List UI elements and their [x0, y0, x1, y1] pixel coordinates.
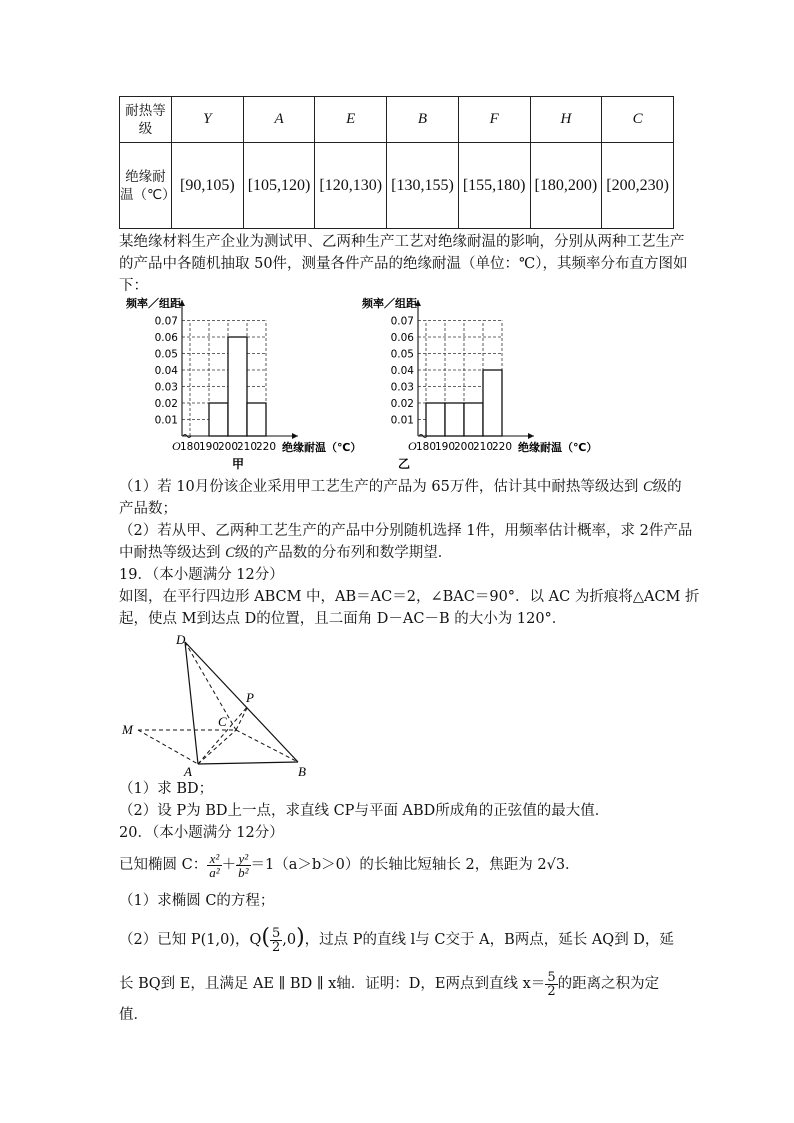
range-cell: [155,180) [458, 143, 530, 229]
y-tick-label: 0.04 [390, 365, 414, 377]
q20-part2-line2: 长 BQ到 E，且满足 AE ∥ BD ∥ x轴．证明：D，E两点到直线 x＝ $\frac{5}{2}$ 的距离之积为定 [119, 969, 660, 999]
table-row [120, 143, 674, 229]
q18-part2-line1: （2）若从甲、乙两种工艺生产的产品中分别随机选择 1件，用频率估计概率，求 2件产品 [119, 523, 693, 539]
histogram-yi-svg [356, 296, 626, 474]
histogram-bar [483, 370, 502, 436]
q18-part2-line2: 中耐热等级达到 C级的产品数的分布列和数学期望． [119, 545, 453, 561]
grade-cell: B [387, 97, 459, 143]
y-tick-label: 0.07 [154, 315, 178, 328]
x-tick-label: 190 [434, 441, 456, 453]
histogram-bar [426, 403, 445, 436]
range-cell: [120,130) [315, 143, 387, 229]
edge-ac [198, 730, 236, 764]
x-tick-label: 200 [453, 441, 475, 453]
x-tick-label: 180 [179, 441, 201, 453]
q20-part2-line3: 值． [119, 1007, 148, 1023]
edge-ma [138, 730, 198, 764]
y-tick-label: 0.06 [154, 332, 178, 344]
q20-title: 20．（本小题满分 12分） [119, 825, 284, 841]
grade-cell: C [602, 97, 674, 143]
intro-line: 下： [119, 278, 148, 294]
y-tick-label: 0.04 [154, 365, 178, 377]
q19-line: 起，使点 M到达点 D的位置，且二面角 D－AC－B 的大小为 120°． [119, 611, 567, 627]
y-tick-label: 0.06 [390, 332, 414, 344]
x-axis-label: 绝缘耐温（℃） [518, 441, 598, 454]
y-tick-label: 0.03 [154, 381, 178, 394]
fraction-5-2-b: $\frac{5}{2}$ [547, 969, 556, 999]
x-axis-arrow [528, 433, 534, 439]
x-tick-label: 210 [472, 441, 494, 453]
fraction-x2-a2: $\frac{\text{x²}}{\text{a²}}$ [209, 850, 220, 880]
x-tick-label: 210 [236, 441, 258, 453]
q19-title: 19．（本小题满分 12分） [119, 567, 284, 583]
x-tick-label: 220 [491, 441, 513, 453]
fraction-5-2: $\frac{5}{2}$ [271, 925, 281, 955]
range-cell: [130,155) [387, 143, 459, 229]
histogram-jia-svg [120, 296, 390, 474]
histogram-bar [228, 337, 247, 436]
table-row [120, 97, 674, 143]
y-tick-label: 0.07 [390, 315, 414, 328]
histogram-bar [247, 403, 266, 436]
fraction-y2-b2: $\frac{\text{y²}}{\text{b²}}$ [238, 850, 249, 880]
label-p: P [246, 690, 254, 705]
edge-db [185, 642, 298, 762]
histogram-yi [356, 296, 626, 474]
x-axis-arrow [292, 433, 298, 439]
label-m: M [122, 722, 133, 737]
label-a: A [184, 764, 192, 778]
histogram-bar [464, 403, 483, 436]
range-cell: [200,230) [602, 143, 674, 229]
histogram-bar [209, 403, 228, 436]
range-cell: [180,200) [530, 143, 602, 229]
q20-part1: （1）求椭圆 C的方程； [119, 893, 275, 909]
grade-cell: H [530, 97, 602, 143]
y-axis-label: 频率／组距 [362, 297, 417, 310]
q18-part1-line2: 产品数； [119, 501, 177, 517]
histogram-bar [445, 403, 464, 436]
q20-part2-line1: （2）已知 P(1,0)，Q( $\frac{5}{2}$ ,0)，过点 P的直线 l与 C交于 A，B两点，延长 AQ到 D，延 [119, 925, 674, 955]
x-tick-label: 190 [198, 441, 220, 453]
histogram-jia [120, 296, 390, 474]
grade-cell: E [315, 97, 387, 143]
range-cell: [105,120) [243, 143, 315, 229]
edge-cb [236, 730, 298, 762]
origin-label: O [172, 439, 181, 453]
y-tick-label: 0.05 [154, 348, 178, 361]
x-tick-label: 220 [255, 441, 277, 453]
label-b: B [298, 764, 306, 778]
intro-line: 某绝缘材料生产企业为测试甲、乙两种生产工艺对绝缘耐温的影响，分别从两种工艺生产 [119, 234, 685, 250]
q18-part1-line1: （1）若 10月份该企业采用甲工艺生产的产品为 65万件，估计其中耐热等级达到 C级的 [119, 479, 682, 495]
grade-cell: A [243, 97, 315, 143]
intro-line: 的产品中各随机抽取 50件，测量各件产品的绝缘耐温（单位：℃），其频率分布直方图如 [119, 256, 688, 272]
label-d: D [176, 632, 186, 647]
tetrahedron-figure [120, 630, 320, 778]
y-tick-label: 0.05 [390, 348, 414, 361]
q19-line: 如图，在平行四边形 ABCM 中，AB＝AC＝2，∠BAC＝90°．以 AC 为折痕将△ACM 折 [119, 589, 700, 605]
y-tick-label: 0.02 [154, 398, 178, 410]
y-tick-label: 0.03 [390, 381, 414, 394]
heat-grade-table [119, 96, 674, 229]
grade-cell: Y [172, 97, 244, 143]
origin-label: O [408, 439, 417, 453]
q20-line1: 已知椭圆 C： $\frac{\text{x²}}{\text{a²}}$ ＋ $\frac{\text{y²}}{\text{b²}}$ ＝1（a＞b＞0）的长轴比短轴长 2，焦距为 2√3． [119, 850, 580, 880]
y-axis-label: 频率／组距 [126, 297, 181, 310]
x-axis-label: 绝缘耐温（℃） [282, 441, 362, 454]
y-tick-label: 0.02 [390, 398, 414, 410]
row-header-temperature: 绝缘耐温（℃） [120, 143, 172, 229]
edge-cp [236, 706, 248, 730]
grade-cell: F [458, 97, 530, 143]
x-tick-label: 200 [217, 441, 239, 453]
chart-title: 甲 [232, 457, 245, 471]
y-tick-label: 0.01 [390, 414, 414, 427]
range-cell: [90,105) [172, 143, 244, 229]
edge-ab [198, 762, 298, 764]
label-c: C [218, 714, 227, 729]
q19-part2: （2）设 P为 BD上一点，求直线 CP与平面 ABD所成角的正弦值的最大值． [119, 803, 610, 819]
x-tick-label: 180 [415, 441, 437, 453]
q19-part1: （1）求 BD； [119, 781, 214, 797]
chart-title: 乙 [398, 457, 411, 471]
y-tick-label: 0.01 [154, 414, 178, 427]
row-header-grade: 耐热等级 [120, 97, 172, 143]
